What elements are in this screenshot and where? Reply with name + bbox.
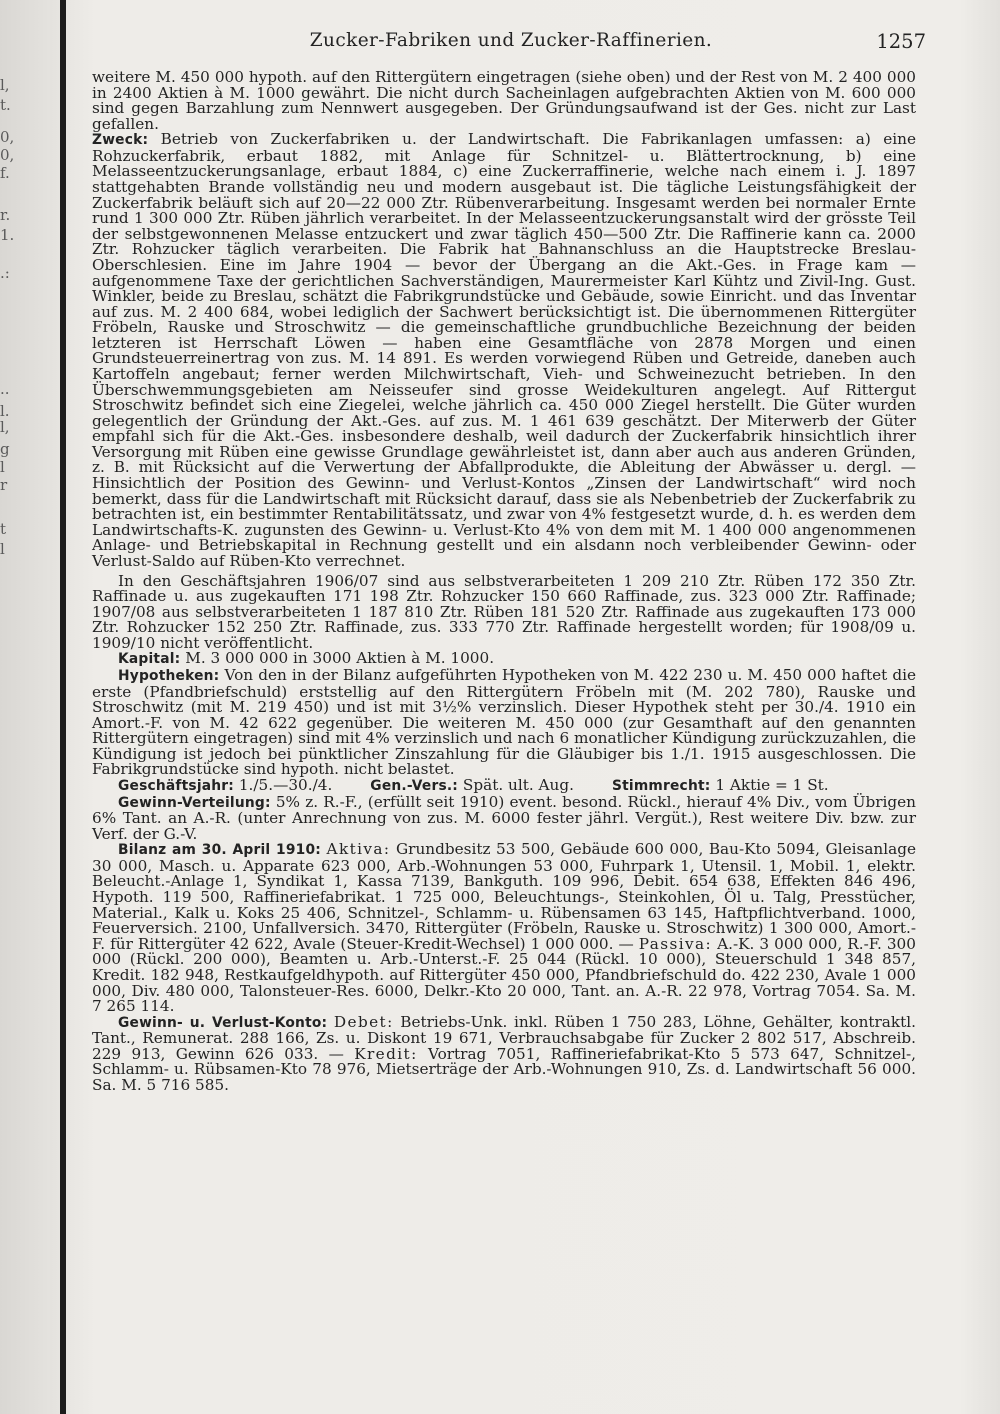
section-gewinnverteilung [92, 792, 916, 843]
kapital-text: M. 3 000 000 in 3000 Aktien à M. 1000. [185, 649, 495, 668]
hypotheken-text: Von den in der Bilanz aufgeführten Hypotheken von M. 422 230 u. M. 450 000 haftet die erste (Pfandbriefschuld) erststellig auf den Rittergütern Fröbeln mit (M. 202 780), Rauske und Stroschwitz (mit M. 219 450) und ist mit 3½% verzinslich. Dieser Hypothek steht per 30./4. 1910 ein Amort.-F. von M. 42 622 gegenüber. Die weiteren M. 450 000 (zur Gesamthaft auf den genannten Rittergütern eingetragen) sind mit 4% verzinslich und nach 6 monatlicher Kündigung zurückzuzahlen, die Kündigung ist jedoch bei pünktlicher Zinszahlung für die Gläubiger bis 1./1. 1915 ausgeschlossen. Die Fabrikgrundstücke sind hypoth. nicht belastet. [92, 665, 916, 779]
margin-fragment: l, [0, 418, 10, 436]
hypotheken-label: Hypotheken: [118, 667, 220, 684]
geschaeftsjahr-text: 1./5.—30./4. [238, 776, 333, 795]
bilanz-passiva-label: Passiva: [638, 934, 713, 953]
bilanz-label: Bilanz am 30. April 1910: [118, 842, 321, 859]
field-stimmrecht [612, 776, 829, 794]
paragraph-intro: weitere M. 450 000 hypoth. auf den Rittergütern eingetragen (siehe oben) und der Rest von M. 2 400 000 in 2400 Aktien à M. 1000 gewährt. Die nicht durch Sacheinlagen aufgebrachten Aktien von M. 600 000 sind gegen Barzahlung zum Nennwert ausgegeben. Der Gründungsaufwand ist der Ges. nicht zur Last gefallen. [92, 68, 916, 133]
page-number: 1257 [876, 30, 926, 53]
margin-fragment: l. [0, 402, 10, 420]
guv-kredit-label: Kredit: [354, 1044, 418, 1063]
genvers-label: Gen.-Vers.: [370, 778, 459, 795]
guv-debet-label: Debet: [333, 1012, 394, 1031]
margin-fragment: l, [0, 76, 10, 94]
section-bilanz [92, 842, 916, 1014]
margin-fragment: r. [0, 206, 11, 224]
guv-kredit-text: Vortrag 7051, Raffineriefabrikat-Kto 5 573 647, Schnitzel-, Schlamm- u. Rübsamen-Kto 78 976, Mietserträge der Arb.-Wohnungen 910, Zs. d. Landwirtschaft 56 000. Sa. M. 5 716 585. [92, 1044, 916, 1094]
margin-fragment: .. [0, 380, 10, 398]
margin-fragment: t [0, 520, 7, 538]
running-header [92, 30, 930, 60]
bilanz-aktiva-text: Grundbesitz 53 500, Gebäude 600 000, Bau-Kto 5094, Gleisanlage 30 000, Masch. u. Apparate 623 000, Arb.-Wohnungen 53 000, Fuhrpark 1, Utensil. 1, Mobil. 1, elektr. Beleucht.-Anlage 1, Syndikat 1, Kassa 7139, Bankguth. 109 996, Debit. 654 638, Effekten 846 496, Hypoth. 119 500, Raffineriefabrikat. 1 725 000, Beleuchtungs-, Steinkohlen, Öl u. Talg, Presstücher, Material., Kalk u. Koks 25 406, Schnitzel-, Schlamm- u. Rübensamen 63 145, Haftpflichtverband. 1000, Feuerversich. 2100, Unfallversich. 3470, Rittergüter (Fröbeln, Rauske u. Stroschwitz) 1 300 000, Amort.-F. für Rittergüter 42 622, Avale (Steuer-Kredit-Wechsel) 1 000 000. — [92, 840, 916, 953]
field-geschaeftsjahr [118, 776, 332, 794]
margin-fragment: 0, [0, 146, 15, 164]
margin-fragment: g [0, 440, 10, 458]
binding-edge [60, 0, 66, 1414]
stimmrecht-label: Stimmrecht: [611, 778, 711, 795]
section-hypotheken [92, 665, 916, 779]
margin-fragment: 0, [0, 128, 15, 146]
geschaeftsjahr-label: Geschäftsjahr: [118, 778, 234, 795]
bilanz-passiva-text: A.-K. 3 000 000, R.-F. 300 000 (Rückl. 200 000), Beamten u. Arb.-Unterst.-F. 25 044 (Rückl. 10 000), Steuerschuld 1 348 857, Kredit. 182 948, Restkaufgeldhypoth. auf Rittergüter 450 000, Pfandbriefschuld do. 422 230, Avale 1 000 000, Div. 480 000, Talonsteuer-Res. 6000, Delkr.-Kto 20 000, Tant. an. A.-R. 22 978, Vortrag 7054. Sa. M. 7 265 114. [92, 934, 916, 1016]
section-gewinn-verlust-konto [92, 1012, 916, 1094]
guv-debet-text: Betriebs-Unk. inkl. Rüben 1 750 283, Löhne, Gehälter, kontraktl. Tant., Remunerat. 288 166, Zs. u. Diskont 19 671, Verbrauchsabgabe für Zucker 2 802 517, Abschreib. 229 913, Gewinn 626 033. — [92, 1012, 916, 1063]
field-genvers [370, 776, 574, 794]
zweck-text: Betrieb von Zuckerfabriken u. der Landwirtschaft. Die Fabrikanlagen umfassen: a) eine Rohzuckerfabrik, erbaut 1882, mit Anlage für Schnitzel- u. Blättertrocknung, b) eine Melasseentzuckerungsanlage, erbaut 1884, c) eine Zuckerraffinerie, welche nach einem i. J. 1897 stattgehabten Brande vollständig neu und modern ausgebaut ist. Die tägliche Leistungsfähigkeit der Zuckerfabrik beläuft sich auf 20—22 000 Ztr. Rübenverarbeitung. Insgesamt werden bei normaler Ernte rund 1 300 000 Ztr. Rüben jährlich verarbeitet. In der Melasseentzuckerungsanstalt wird der grösste Teil der selbstgewonnenen Melasse entzuckert und zwar täglich 450—500 Ztr. Die Raffinerie kann ca. 2000 Ztr. Rohzucker täglich verarbeiten. Die Fabrik hat Bahnanschluss an die Hauptstrecke Breslau-Oberschlesien. Eine im Jahre 1904 — bevor der Übergang an die Akt.-Ges. in Frage kam — aufgenommene Taxe der gerichtlichen Sachverständigen, Maurermeister Karl Kühtz und Zivil-Ing. Gust. Winkler, beide zu Breslau, schätzt die Fabrikgrundstücke und Gebäude, sowie Einricht. und das Inventar auf zus. M. 2 400 684, wobei lediglich der Sachwert berücksichtigt ist. Die übernommenen Rittergüter Fröbeln, Rauske und Stroschwitz — die gemeinschaftliche grundbuchliche Bezeichnung der beiden letzteren ist Herrschaft Löwen — haben eine Gesamtfläche von 2878 Morgen und einen Grundsteuerreinertrag von zus. M. 14 891. Es werden vorwiegend Rüben und Getreide, daneben auch Kartoffeln angebaut; ferner werden Milchwirtschaft, Vieh- und Schweinezucht betrieben. In den Überschwemmungsgebieten am Neisseufer sind grosse Weidekulturen angelegt. Auf Rittergut Stroschwitz befindet sich eine Ziegelei, welche jährlich ca. 450 000 Ziegel herstellt. Die Güter wurden gelegentlich der Gründung der Akt.-Ges. auf zus. M. 1 461 639 geschätzt. Der Miterwerb der Güter empfahl sich für die Akt.-Ges. insbesondere deshalb, weil dadurch der Zuckerfabrik hinsichtlich ihrer Versorgung mit Rüben eine gewisse Grundlage gewährleistet ist, dann aber auch aus anderen Gründen, z. B. mit Rücksicht auf die Verwertung der Abfallprodukte, die Ableitung der Abwässer u. dergl. — Hinsichtlich der Position des Gewinn- und Verlust-Kontos „Zinsen der Landwirtschaft“ wird noch bemerkt, dass für die Landwirtschaft mit Rücksicht darauf, dass sie als Nebenbetrieb der Zuckerfabrik zu betrachten ist, ein bestimmter Rentabilitätssatz, und zwar von 4% festgesetzt wurde, d. h. es werden dem Landwirtschafts-K. zugunsten des Gewinn- u. Verlust-Kto 4% von dem mit M. 1 400 000 angenommenen Anlage- und Betriebskapital in Rechnung gestellt und ein alsdann noch verbleibender Gewinn- oder Verlust-Saldo auf Rüben-Kto verrechnet. [92, 130, 916, 570]
margin-fragment: 1. [0, 226, 15, 244]
zweck-label: Zweck: [92, 132, 149, 149]
margin-fragment: t. [0, 96, 11, 114]
gewinnverteilung-label: Gewinn-Verteilung: [118, 794, 271, 811]
bilanz-aktiva-label: Aktiva: [326, 840, 391, 859]
margin-fragment: .: [0, 264, 10, 282]
margin-fragment: r [0, 476, 8, 494]
margin-fragment: f. [0, 164, 10, 182]
section-zweck [92, 132, 916, 569]
running-title: Zucker-Fabriken und Zucker-Raffinerien. [309, 30, 713, 51]
text-column [92, 70, 916, 1094]
margin-fragment: l [0, 458, 5, 476]
margin-fragment: l [0, 540, 5, 558]
gewinnverteilung-text: 5% z. R.-F., (erfüllt seit 1910) event. besond. Rückl., hierauf 4% Div., vom Übrigen 6% Tant. an A.-R. (unter Anrechnung von zus. M. 6000 fester jährl. Vergüt.), Rest weitere Div. bzw. zur Verf. der G.-V. [92, 792, 916, 843]
genvers-text: Spät. ult. Aug. [462, 776, 574, 795]
guv-label: Gewinn- u. Verlust-Konto: [118, 1014, 328, 1031]
stimmrecht-text: 1 Aktie = 1 St. [715, 776, 829, 795]
paragraph-geschaeftsjahre: In den Geschäftsjahren 1906/07 sind aus selbstverarbeiteten 1 209 210 Ztr. Rüben 172 350 Ztr. Raffinade u. aus zugekauften 171 198 Ztr. Rohzucker 150 660 Raffinade, zus. 323 000 Ztr. Raffinade; 1907/08 aus selbstverarbeiteten 1 187 810 Ztr. Rüben 181 520 Ztr. Raffinade aus zugekauften 173 000 Ztr. Rohzucker 152 250 Ztr. Raffinade, zus. 333 770 Ztr. Raffinade hergestellt worden; für 1908/09 u. 1909/10 nicht veröffentlicht. [92, 571, 916, 652]
kapital-label: Kapital: [118, 651, 181, 668]
